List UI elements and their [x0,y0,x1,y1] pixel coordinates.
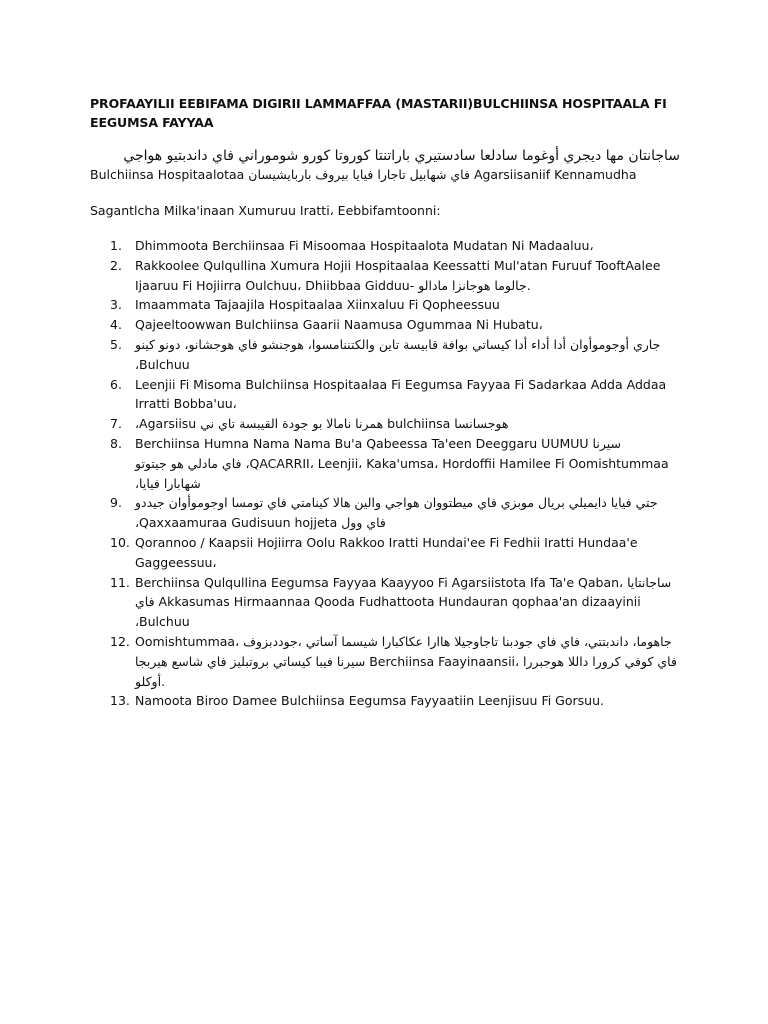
list-item [90,236,680,256]
intro-line-1: ساجانتان مها ديجري أوغوما سادلعا سادستيري باراتنتا كوروتا كورو شوموراني فاي داندبتيو هواجي [123,148,680,164]
list-item [90,375,680,415]
list-item [90,315,680,335]
list-item-text: Rakkoolee Qulqullina Xumura Hojii Hospitaalaa Keessatti Mul'atan Furuuf TooftAalee Ijaaruu Fi Hojiirra Oulchuu، Dhiibbaa Gidduu- جالوما هوجانزا مادالو. [135,257,661,293]
intro-paragraph [90,146,680,184]
list-item-text: هوجسانسا bulchiinsa همرنا نامالا بو جودة القيبسة تاي ني Agarsiisu، [135,416,509,432]
list-item [90,434,680,493]
list-item-number-text: 2. [110,257,122,273]
list-item [90,295,680,315]
list-item-number-text: 6. [110,376,122,392]
list-item [90,335,680,375]
outcomes-list [90,236,680,711]
list-item-number [90,533,135,573]
list-item-number-text: 8. [110,435,122,451]
list-item-number [90,236,135,256]
list-item-number [90,256,135,296]
list-item [90,533,680,573]
list-item-number [90,691,135,711]
list-item [90,632,680,691]
list-item [90,493,680,533]
list-item-text: Namoota Biroo Damee Bulchiinsa Eegumsa Fayyaatiin Leenjisuu Fi Gorsuu. [135,693,604,709]
list-item-number [90,414,135,434]
list-item-number-text: 13. [110,693,130,709]
list-item-text: Leenjii Fi Misoma Bulchiinsa Hospitaalaa Fi Eegumsa Fayyaa Fi Sadarkaa Adda Addaa Irratti Bobba'uu، [135,376,667,412]
list-item-number-text: 9. [110,495,122,511]
list-item [90,414,680,434]
list-item-number-text: 10. [110,534,130,550]
list-item-text: Oomishtummaa، جاهوما، داندبتتي، فاي فاي جودبنا تاجاوجيلا هاارا عكاكبارا شيسما آساتي ،جوددبزوف سيرنا فيبا كيساتي بروتبليز فاي شاسع هيربجا Berchiinsa Faayinaansii، فاي كوفي كرورا داللا هوجبررا أوكلو. [135,633,677,689]
list-item-number-text: 3. [110,297,122,313]
list-item-number-text: 12. [110,633,130,649]
list-item-text: Imaammata Tajaajila Hospitaalaa Xiinxaluu Fi Qopheessuu [135,297,500,313]
list-item-number-text: 5. [110,336,122,352]
list-item-number-text: 11. [110,574,130,590]
list-item-number [90,632,135,691]
list-item-number [90,295,135,315]
list-item-number-text: 7. [110,416,122,432]
list-item-number-text: 4. [110,317,122,333]
list-item-number [90,315,135,335]
list-item-number [90,493,135,533]
list-item [90,691,680,711]
list-item-text: Qajeeltoowwan Bulchiinsa Gaarii Naamusa Ogummaa Ni Hubatu، [135,317,543,333]
list-item-text: جتي فيايا دايميلي بريال موبزي فاي ميطتووان هواجي والين هالا كينامتي فاي تومسا اوجوموأوان جيددو فاي وول Qaxxaamuraa Gudisuun hojjeta، [135,495,658,531]
list-item-number [90,573,135,632]
list-item-number [90,434,135,493]
list-item-text: Dhimmoota Berchiinsaa Fi Misoomaa Hospitaalota Mudatan Ni Madaaluu، [135,238,594,253]
section-subtitle: Sagantlcha Milka'inaan Xumuruu Iratti، Eebbifamtoonni: [90,203,441,218]
document-page [90,94,680,711]
list-item-text: ساجانتايا Berchiinsa Qulqullina Eegumsa Fayyaa Kaayyoo Fi Agarsiistota Ifa Ta'e Qaban، Akkasumas Hirmaannaa Qooda Fudhattoota Hundauran qophaa'an dizaayinii فاي Bulchuu، [135,574,672,630]
list-item [90,256,680,296]
document-title: PROFAAYILII EEBIFAMA DIGIRII LAMMAFFAA (MASTARII)BULCHIINSA HOSPITAALA FI EEGUMSA FAYYAA [90,96,667,130]
intro-line-2: Bulchiinsa Hospitaalotaa فاي شهابيل تاجارا فيايا بيروف باربايشيسان Agarsiisaniif Kennamudha [90,167,637,182]
list-item-text: جاري أوجوموأوان أدا أداء أدا كيساتي بوافة قابيسة تاين والكتننامسوا، هوجنشو فاي هوجشانو، دونو كينو Bulchuu، [135,336,661,372]
list-item-text: Qorannoo / Kaapsii Hojiirra Oolu Rakkoo Iratti Hundai'ee Fi Fedhii Iratti Hundaa'e Gaggeessuu، [135,534,638,570]
list-item [90,573,680,632]
list-item-number-text: 1. [110,238,122,253]
list-item-number [90,335,135,375]
list-item-number [90,375,135,415]
list-item-text: سيرنا Berchiinsa Humna Nama Nama Bu'a Qabeessa Ta'een Deeggaru UUMUU QACARRII، Leenjii، Kaka'umsa، Hordoffii Hamilee Fi Oomishtummaa، فاي مادلي هو جيتوتو شهابارا فيايا، [135,435,669,491]
